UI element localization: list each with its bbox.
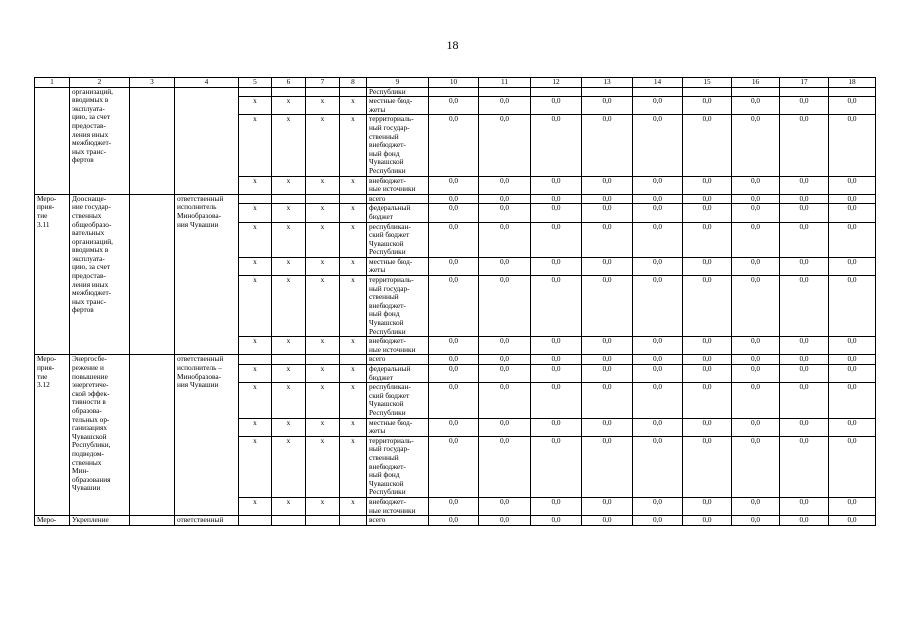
- value-cell: [429, 87, 479, 97]
- code-cell: х: [340, 497, 367, 515]
- value-cell: 0,0: [732, 204, 780, 222]
- value-cell: 0,0: [829, 383, 876, 418]
- value-cell: 0,0: [429, 176, 479, 194]
- header-cell: 13: [582, 78, 633, 88]
- code-cell: х: [306, 418, 340, 436]
- value-cell: 0,0: [829, 497, 876, 515]
- code-cell: [306, 355, 340, 365]
- value-cell: 0,0: [683, 365, 732, 383]
- value-cell: 0,0: [829, 355, 876, 365]
- table-row: [35, 194, 876, 204]
- code-cell: х: [306, 365, 340, 383]
- value-cell: 0,0: [683, 337, 732, 355]
- value-cell: 0,0: [429, 355, 479, 365]
- code-cell: х: [306, 204, 340, 222]
- header-cell: 17: [780, 78, 829, 88]
- code-cell: х: [272, 115, 306, 176]
- value-cell: 0,0: [429, 383, 479, 418]
- code-cell: х: [306, 436, 340, 497]
- value-cell: 0,0: [829, 276, 876, 337]
- value-cell: 0,0: [531, 194, 582, 204]
- value-cell: 0,0: [479, 516, 531, 526]
- header-cell: 14: [633, 78, 683, 88]
- code-cell: х: [306, 176, 340, 194]
- measure-name-cell: организаций, вводимых в эксплуата- цию, за счет предостав- ления иных межбюджет- ных транс- фертов: [70, 87, 130, 194]
- code-cell: х: [340, 365, 367, 383]
- code-cell: [239, 355, 272, 365]
- code-cell: х: [306, 337, 340, 355]
- value-cell: 0,0: [829, 436, 876, 497]
- value-cell: 0,0: [633, 383, 683, 418]
- value-cell: 0,0: [732, 97, 780, 115]
- value-cell: [683, 87, 732, 97]
- value-cell: 0,0: [633, 194, 683, 204]
- value-cell: 0,0: [479, 418, 531, 436]
- value-cell: 0,0: [531, 497, 582, 515]
- value-cell: 0,0: [732, 365, 780, 383]
- code-cell: х: [272, 204, 306, 222]
- code-cell: х: [239, 436, 272, 497]
- funding-source-cell: всего: [367, 194, 429, 204]
- funding-source-cell: территориаль- ный государ- ственный внебюджет- ный фонд Чувашской Республики: [367, 276, 429, 337]
- code-cell: х: [272, 497, 306, 515]
- funding-source-cell: внебюджет- ные источники: [367, 337, 429, 355]
- value-cell: 0,0: [683, 436, 732, 497]
- col3-cell: [130, 516, 175, 526]
- header-cell: 4: [175, 78, 239, 88]
- code-cell: [272, 516, 306, 526]
- funding-source-cell: республикан- ский бюджет Чувашской Республики: [367, 383, 429, 418]
- code-cell: х: [239, 97, 272, 115]
- value-cell: 0,0: [429, 257, 479, 275]
- code-cell: [272, 87, 306, 97]
- value-cell: 0,0: [683, 115, 732, 176]
- value-cell: 0,0: [780, 222, 829, 257]
- funding-source-cell: всего: [367, 516, 429, 526]
- value-cell: 0,0: [531, 276, 582, 337]
- value-cell: 0,0: [582, 222, 633, 257]
- measure-number-cell: Меро-: [35, 516, 70, 526]
- page-number: 18: [446, 38, 459, 52]
- value-cell: 0,0: [732, 257, 780, 275]
- value-cell: 0,0: [633, 436, 683, 497]
- value-cell: 0,0: [683, 222, 732, 257]
- value-cell: 0,0: [429, 276, 479, 337]
- value-cell: 0,0: [633, 257, 683, 275]
- code-cell: [340, 87, 367, 97]
- value-cell: 0,0: [531, 257, 582, 275]
- measure-number-cell: [35, 87, 70, 194]
- header-row: [35, 78, 876, 88]
- value-cell: 0,0: [582, 355, 633, 365]
- value-cell: 0,0: [633, 365, 683, 383]
- value-cell: 0,0: [582, 497, 633, 515]
- code-cell: х: [306, 97, 340, 115]
- value-cell: 0,0: [531, 383, 582, 418]
- header-cell: 12: [531, 78, 582, 88]
- code-cell: х: [340, 257, 367, 275]
- code-cell: х: [239, 337, 272, 355]
- value-cell: [582, 87, 633, 97]
- code-cell: [340, 516, 367, 526]
- value-cell: 0,0: [479, 222, 531, 257]
- value-cell: 0,0: [683, 383, 732, 418]
- value-cell: 0,0: [829, 194, 876, 204]
- code-cell: х: [239, 204, 272, 222]
- funding-source-cell: местные бюд- жеты: [367, 257, 429, 275]
- executor-cell: ответственный: [175, 516, 239, 526]
- value-cell: 0,0: [829, 97, 876, 115]
- col3-cell: [130, 355, 175, 516]
- budget-table: [34, 77, 876, 526]
- value-cell: 0,0: [582, 516, 633, 526]
- code-cell: х: [306, 497, 340, 515]
- code-cell: х: [340, 176, 367, 194]
- value-cell: 0,0: [633, 516, 683, 526]
- header-cell: 15: [683, 78, 732, 88]
- value-cell: 0,0: [582, 383, 633, 418]
- code-cell: х: [272, 176, 306, 194]
- value-cell: 0,0: [633, 337, 683, 355]
- header-cell: 7: [306, 78, 340, 88]
- value-cell: 0,0: [531, 204, 582, 222]
- value-cell: 0,0: [429, 418, 479, 436]
- value-cell: 0,0: [479, 383, 531, 418]
- value-cell: 0,0: [582, 436, 633, 497]
- value-cell: 0,0: [683, 516, 732, 526]
- value-cell: 0,0: [633, 418, 683, 436]
- value-cell: 0,0: [829, 257, 876, 275]
- value-cell: 0,0: [531, 176, 582, 194]
- value-cell: 0,0: [531, 516, 582, 526]
- code-cell: х: [272, 222, 306, 257]
- value-cell: 0,0: [479, 176, 531, 194]
- value-cell: 0,0: [829, 337, 876, 355]
- code-cell: х: [306, 115, 340, 176]
- value-cell: 0,0: [429, 436, 479, 497]
- value-cell: 0,0: [633, 276, 683, 337]
- code-cell: х: [239, 497, 272, 515]
- value-cell: 0,0: [683, 257, 732, 275]
- value-cell: 0,0: [829, 365, 876, 383]
- measure-number-cell: Меро- прия- тие 3.11: [35, 194, 70, 355]
- value-cell: 0,0: [780, 436, 829, 497]
- value-cell: [732, 87, 780, 97]
- value-cell: 0,0: [582, 418, 633, 436]
- value-cell: 0,0: [429, 204, 479, 222]
- code-cell: х: [239, 418, 272, 436]
- value-cell: [531, 87, 582, 97]
- value-cell: 0,0: [732, 516, 780, 526]
- value-cell: 0,0: [780, 257, 829, 275]
- value-cell: 0,0: [531, 115, 582, 176]
- value-cell: 0,0: [479, 115, 531, 176]
- table-row: [35, 355, 876, 365]
- header-cell: 1: [35, 78, 70, 88]
- code-cell: [340, 355, 367, 365]
- code-cell: [340, 194, 367, 204]
- value-cell: 0,0: [582, 337, 633, 355]
- value-cell: 0,0: [531, 365, 582, 383]
- value-cell: 0,0: [683, 204, 732, 222]
- funding-source-cell: федеральный бюджет: [367, 365, 429, 383]
- code-cell: [239, 194, 272, 204]
- code-cell: х: [239, 115, 272, 176]
- code-cell: х: [272, 97, 306, 115]
- code-cell: х: [239, 257, 272, 275]
- value-cell: 0,0: [479, 337, 531, 355]
- code-cell: х: [239, 176, 272, 194]
- executor-cell: ответственный исполнитель – Минобразова- ния Чувашии: [175, 355, 239, 516]
- header-cell: 8: [340, 78, 367, 88]
- value-cell: 0,0: [829, 204, 876, 222]
- measure-name-cell: Энергосбе- режение и повышение энергетиче- ской эффек- тивности в образова- тельных ор- ганизациях Чувашской Республики, подведом- ственных Мин- образования Чувашии: [70, 355, 130, 516]
- value-cell: 0,0: [633, 97, 683, 115]
- value-cell: 0,0: [732, 176, 780, 194]
- value-cell: 0,0: [780, 176, 829, 194]
- value-cell: 0,0: [479, 194, 531, 204]
- funding-source-cell: территориаль- ный государ- ственный внебюджет- ный фонд Чувашской Республики: [367, 115, 429, 176]
- value-cell: 0,0: [732, 194, 780, 204]
- value-cell: 0,0: [732, 436, 780, 497]
- value-cell: 0,0: [780, 497, 829, 515]
- code-cell: [306, 516, 340, 526]
- value-cell: 0,0: [780, 97, 829, 115]
- value-cell: 0,0: [829, 516, 876, 526]
- value-cell: 0,0: [683, 194, 732, 204]
- code-cell: х: [340, 436, 367, 497]
- code-cell: х: [272, 383, 306, 418]
- value-cell: 0,0: [479, 436, 531, 497]
- code-cell: х: [272, 337, 306, 355]
- value-cell: [829, 87, 876, 97]
- value-cell: 0,0: [531, 418, 582, 436]
- value-cell: 0,0: [732, 355, 780, 365]
- table-row: [35, 516, 876, 526]
- value-cell: 0,0: [479, 276, 531, 337]
- value-cell: 0,0: [479, 355, 531, 365]
- value-cell: 0,0: [780, 337, 829, 355]
- value-cell: 0,0: [732, 337, 780, 355]
- code-cell: х: [340, 204, 367, 222]
- code-cell: х: [340, 383, 367, 418]
- value-cell: [479, 87, 531, 97]
- measure-number-cell: Меро- прия- тие 3.12: [35, 355, 70, 516]
- code-cell: [306, 87, 340, 97]
- value-cell: 0,0: [429, 222, 479, 257]
- value-cell: 0,0: [633, 176, 683, 194]
- value-cell: 0,0: [780, 204, 829, 222]
- value-cell: 0,0: [732, 497, 780, 515]
- header-cell: 6: [272, 78, 306, 88]
- value-cell: 0,0: [582, 194, 633, 204]
- funding-source-cell: внебюджет- ные источники: [367, 176, 429, 194]
- value-cell: 0,0: [633, 497, 683, 515]
- value-cell: 0,0: [429, 97, 479, 115]
- value-cell: 0,0: [683, 176, 732, 194]
- value-cell: 0,0: [732, 222, 780, 257]
- funding-source-cell: республикан- ский бюджет Чувашской Республики: [367, 222, 429, 257]
- funding-source-cell: местные бюд- жеты: [367, 418, 429, 436]
- value-cell: 0,0: [479, 365, 531, 383]
- value-cell: 0,0: [829, 418, 876, 436]
- code-cell: х: [306, 257, 340, 275]
- value-cell: 0,0: [780, 516, 829, 526]
- value-cell: 0,0: [732, 276, 780, 337]
- executor-cell: [175, 87, 239, 194]
- value-cell: 0,0: [829, 222, 876, 257]
- value-cell: 0,0: [732, 418, 780, 436]
- value-cell: 0,0: [780, 365, 829, 383]
- value-cell: 0,0: [429, 497, 479, 515]
- code-cell: х: [239, 222, 272, 257]
- value-cell: 0,0: [531, 222, 582, 257]
- code-cell: [306, 194, 340, 204]
- header-cell: 16: [732, 78, 780, 88]
- funding-source-cell: местные бюд- жеты: [367, 97, 429, 115]
- measure-name-cell: Укрепление: [70, 516, 130, 526]
- value-cell: 0,0: [780, 418, 829, 436]
- value-cell: 0,0: [780, 276, 829, 337]
- value-cell: 0,0: [582, 365, 633, 383]
- code-cell: [272, 194, 306, 204]
- value-cell: 0,0: [683, 97, 732, 115]
- value-cell: 0,0: [531, 97, 582, 115]
- code-cell: х: [272, 436, 306, 497]
- value-cell: [780, 87, 829, 97]
- header-cell: 5: [239, 78, 272, 88]
- header-cell: 10: [429, 78, 479, 88]
- value-cell: 0,0: [531, 355, 582, 365]
- header-cell: 9: [367, 78, 429, 88]
- code-cell: х: [272, 257, 306, 275]
- funding-source-cell: Республики: [367, 87, 429, 97]
- col3-cell: [130, 87, 175, 194]
- code-cell: [239, 87, 272, 97]
- value-cell: [633, 87, 683, 97]
- code-cell: х: [272, 418, 306, 436]
- value-cell: 0,0: [633, 222, 683, 257]
- value-cell: 0,0: [780, 115, 829, 176]
- value-cell: 0,0: [683, 276, 732, 337]
- code-cell: х: [239, 383, 272, 418]
- funding-source-cell: внебюджет- ные источники: [367, 497, 429, 515]
- value-cell: 0,0: [429, 194, 479, 204]
- value-cell: 0,0: [429, 516, 479, 526]
- code-cell: [239, 516, 272, 526]
- code-cell: х: [306, 383, 340, 418]
- measure-name-cell: Дооснаще- ние государ- ственных общеобразо- вательных организаций, вводимых в эксплуата- цию, за счет предостав- ления иных межбюджет- ных транс- фертов: [70, 194, 130, 355]
- value-cell: 0,0: [479, 204, 531, 222]
- value-cell: 0,0: [829, 176, 876, 194]
- header-cell: 2: [70, 78, 130, 88]
- value-cell: 0,0: [633, 115, 683, 176]
- funding-source-cell: территориаль- ный государ- ственный внебюджет- ный фонд Чувашской Республики: [367, 436, 429, 497]
- table-body: [35, 78, 876, 526]
- code-cell: [272, 355, 306, 365]
- value-cell: 0,0: [429, 337, 479, 355]
- value-cell: 0,0: [582, 257, 633, 275]
- executor-cell: ответственный исполнитель Минобразова- ния Чувашии: [175, 194, 239, 355]
- col3-cell: [130, 194, 175, 355]
- code-cell: х: [340, 222, 367, 257]
- value-cell: 0,0: [479, 97, 531, 115]
- code-cell: х: [239, 276, 272, 337]
- code-cell: х: [239, 365, 272, 383]
- header-cell: 11: [479, 78, 531, 88]
- header-cell: 3: [130, 78, 175, 88]
- code-cell: х: [340, 337, 367, 355]
- funding-source-cell: всего: [367, 355, 429, 365]
- value-cell: 0,0: [531, 337, 582, 355]
- value-cell: 0,0: [582, 276, 633, 337]
- value-cell: 0,0: [780, 194, 829, 204]
- value-cell: 0,0: [683, 418, 732, 436]
- code-cell: х: [272, 365, 306, 383]
- value-cell: 0,0: [829, 115, 876, 176]
- code-cell: х: [340, 276, 367, 337]
- value-cell: 0,0: [479, 497, 531, 515]
- value-cell: 0,0: [582, 176, 633, 194]
- value-cell: 0,0: [429, 115, 479, 176]
- code-cell: х: [306, 222, 340, 257]
- value-cell: 0,0: [633, 355, 683, 365]
- value-cell: 0,0: [582, 204, 633, 222]
- value-cell: 0,0: [479, 257, 531, 275]
- value-cell: 0,0: [582, 97, 633, 115]
- value-cell: 0,0: [429, 365, 479, 383]
- code-cell: х: [272, 276, 306, 337]
- code-cell: х: [340, 115, 367, 176]
- value-cell: 0,0: [683, 497, 732, 515]
- value-cell: 0,0: [780, 355, 829, 365]
- value-cell: 0,0: [531, 436, 582, 497]
- value-cell: 0,0: [780, 383, 829, 418]
- table-row: [35, 87, 876, 97]
- funding-source-cell: федеральный бюджет: [367, 204, 429, 222]
- code-cell: х: [306, 276, 340, 337]
- code-cell: х: [340, 418, 367, 436]
- code-cell: х: [340, 97, 367, 115]
- value-cell: 0,0: [582, 115, 633, 176]
- value-cell: 0,0: [732, 115, 780, 176]
- value-cell: 0,0: [732, 383, 780, 418]
- value-cell: 0,0: [633, 204, 683, 222]
- value-cell: 0,0: [683, 355, 732, 365]
- header-cell: 18: [829, 78, 876, 88]
